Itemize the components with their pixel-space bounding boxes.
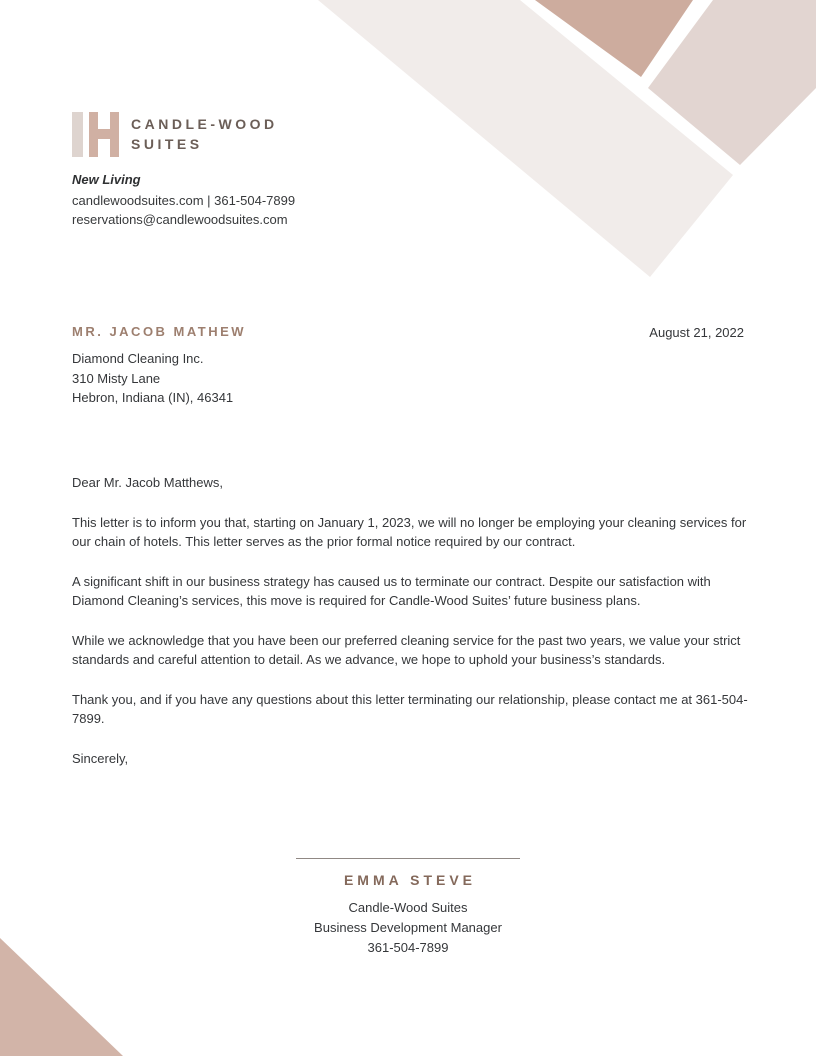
- signature-name: EMMA STEVE: [343, 872, 477, 888]
- brand-tagline: New Living: [72, 172, 141, 187]
- brand-name-line2: SUITES: [131, 136, 203, 152]
- salutation: Dear Mr. Jacob Matthews,: [72, 475, 223, 490]
- brand-name: [131, 112, 278, 154]
- logo-i-bar: [72, 112, 83, 157]
- recipient-name: MR. JACOB MATHEW: [72, 324, 247, 339]
- recipient-company: Diamond Cleaning Inc.: [72, 351, 204, 366]
- brand-website-phone: candlewoodsuites.com | 361-504-7899: [72, 193, 296, 208]
- signature-details: [0, 898, 816, 958]
- paragraph-4: Thank you, and if you have any questions about this letter terminating our relationship, please contact me at 361-504-7899.: [72, 691, 748, 726]
- deco-band-light: [318, 0, 733, 277]
- brand-contact-block: [72, 191, 295, 229]
- logo-row: [72, 112, 295, 157]
- letterhead: [72, 112, 295, 229]
- signature-phone: 361-504-7899: [367, 940, 449, 955]
- paragraph-3: While we acknowledge that you have been our preferred cleaning service for the past two years, we value your strict standards and careful attention to detail. As we advance, we hope to uphold your business’s standards.: [72, 632, 741, 667]
- signature-company: Candle-Wood Suites: [348, 900, 468, 915]
- letter-date: August 21, 2022: [649, 325, 744, 340]
- signature-block: [0, 858, 816, 958]
- deco-band-medium: [648, 0, 816, 165]
- paragraph-1: This letter is to inform you that, starting on January 1, 2023, we will no longer be employing your cleaning services for our chain of hotels. This letter serves as the prior formal notice required by our contract.: [72, 514, 747, 549]
- recipient-block: [72, 324, 246, 408]
- recipient-street: 310 Misty Lane: [72, 370, 161, 386]
- brand-name-line1: CANDLE-WOOD: [131, 116, 278, 132]
- signature-divider: [296, 858, 520, 859]
- brand-logo-icon: [72, 112, 119, 157]
- deco-diamond-dark: [535, 0, 693, 77]
- logo-h-glyph: [89, 112, 119, 157]
- paragraph-2: A significant shift in our business strategy has caused us to terminate our contract. Despite our satisfaction with Diamond Cleaning’s services, this move is required for Candle-Wood Suites’ future business plans.: [72, 573, 711, 608]
- recipient-city: Hebron, Indiana (IN), 46341: [72, 390, 234, 405]
- brand-email: reservations@candlewoodsuites.com: [72, 212, 288, 227]
- recipient-and-date: [72, 324, 744, 408]
- closing: Sincerely,: [72, 750, 129, 766]
- signature-title: Business Development Manager: [314, 920, 502, 935]
- letter-body: [72, 473, 754, 788]
